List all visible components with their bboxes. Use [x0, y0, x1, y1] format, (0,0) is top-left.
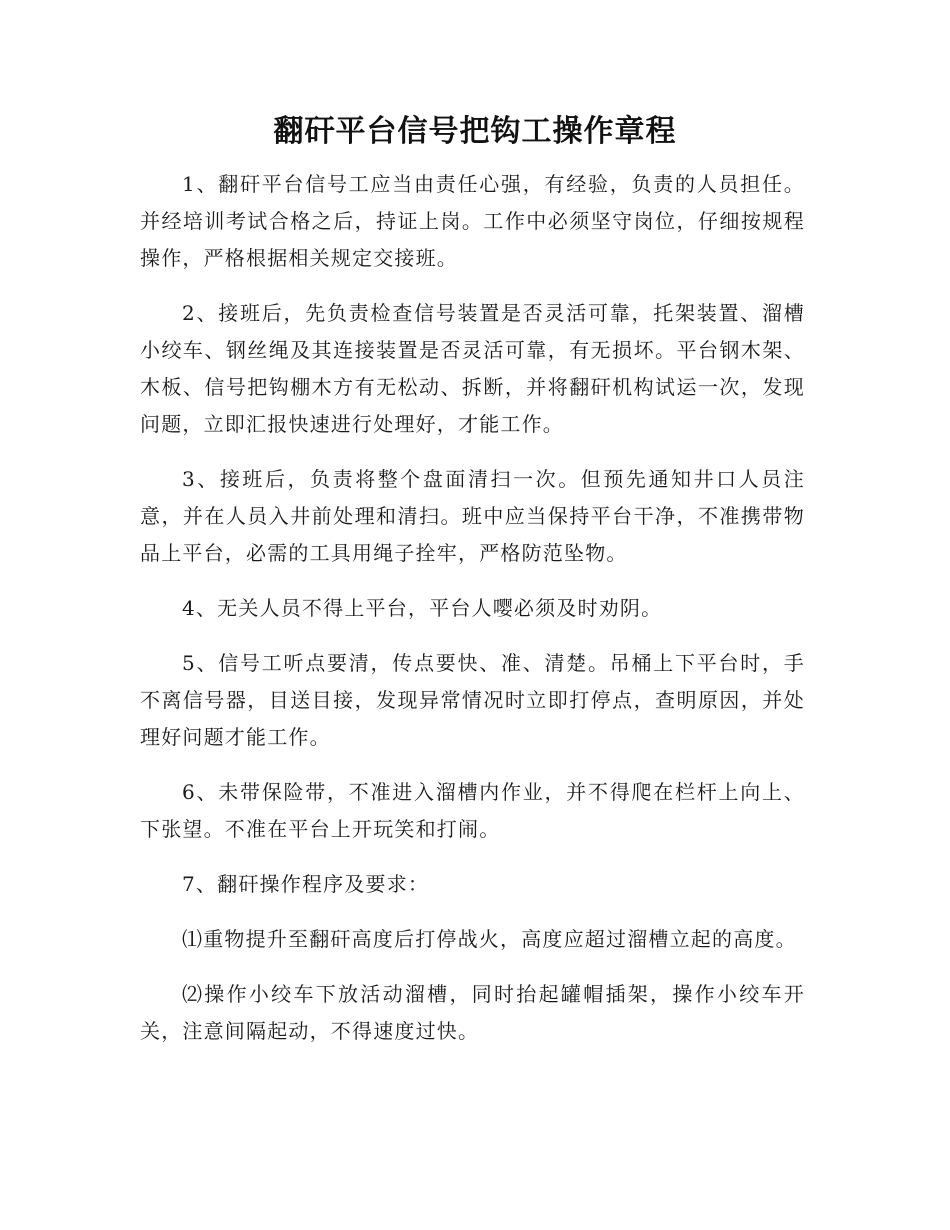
paragraph-5: 5、信号工听点要清，传点要快、准、清楚。吊桶上下平台时，手不离信号器，目送目接，发现异常情况时立即打停点，查明原因，并处理好问题才能工作。 [140, 651, 805, 749]
paragraph-4: 4、无关人员不得上平台，平台人嘤必须及时劝阴。 [182, 596, 663, 620]
paragraph-6: 6、未带保险带，不准进入溜槽内作业，并不得爬在栏杆上向上、下张望。不准在平台上开玩笑和打闹。 [140, 780, 805, 841]
page-title: 翻矸平台信号把钩工操作章程 [273, 114, 677, 149]
paragraph-1: 1、翻矸平台信号工应当由责任心强，有经验，负责的人员担任。并经培训考试合格之后，持证上岗。工作中必须坚守岗位，仔细按规程操作，严格根据相关规定交接班。 [140, 172, 805, 270]
paragraph-2: 2、接班后，先负责检查信号装置是否灵活可靠，托架装置、溜槽小绞车、钢丝绳及其连接装置是否灵活可靠，有无损坏。平台钢木架、木板、信号把钩棚木方有无松动、拆断，并将翻矸机构试运一次，发现问题，立即汇报快速进行处理好，才能工作。 [140, 301, 805, 436]
paragraph-7-2: ⑵操作小绞车下放活动溜槽，同时抬起罐帽插架，操作小绞车开关，注意间隔起动，不得速度过快。 [140, 982, 805, 1043]
paragraph-7-1: ⑴重物提升至翻矸高度后打停战火，高度应超过溜槽立起的高度。 [182, 927, 797, 951]
paragraph-7: 7、翻矸操作程序及要求： [182, 872, 430, 896]
paragraph-3: 3、接班后，负责将整个盘面清扫一次。但预先通知井口人员注意，并在人员入井前处理和清扫。班中应当保持平台干净，不准携带物品上平台，必需的工具用绳子拴牢，严格防范坠物。 [140, 467, 805, 565]
document-body [140, 166, 805, 1068]
